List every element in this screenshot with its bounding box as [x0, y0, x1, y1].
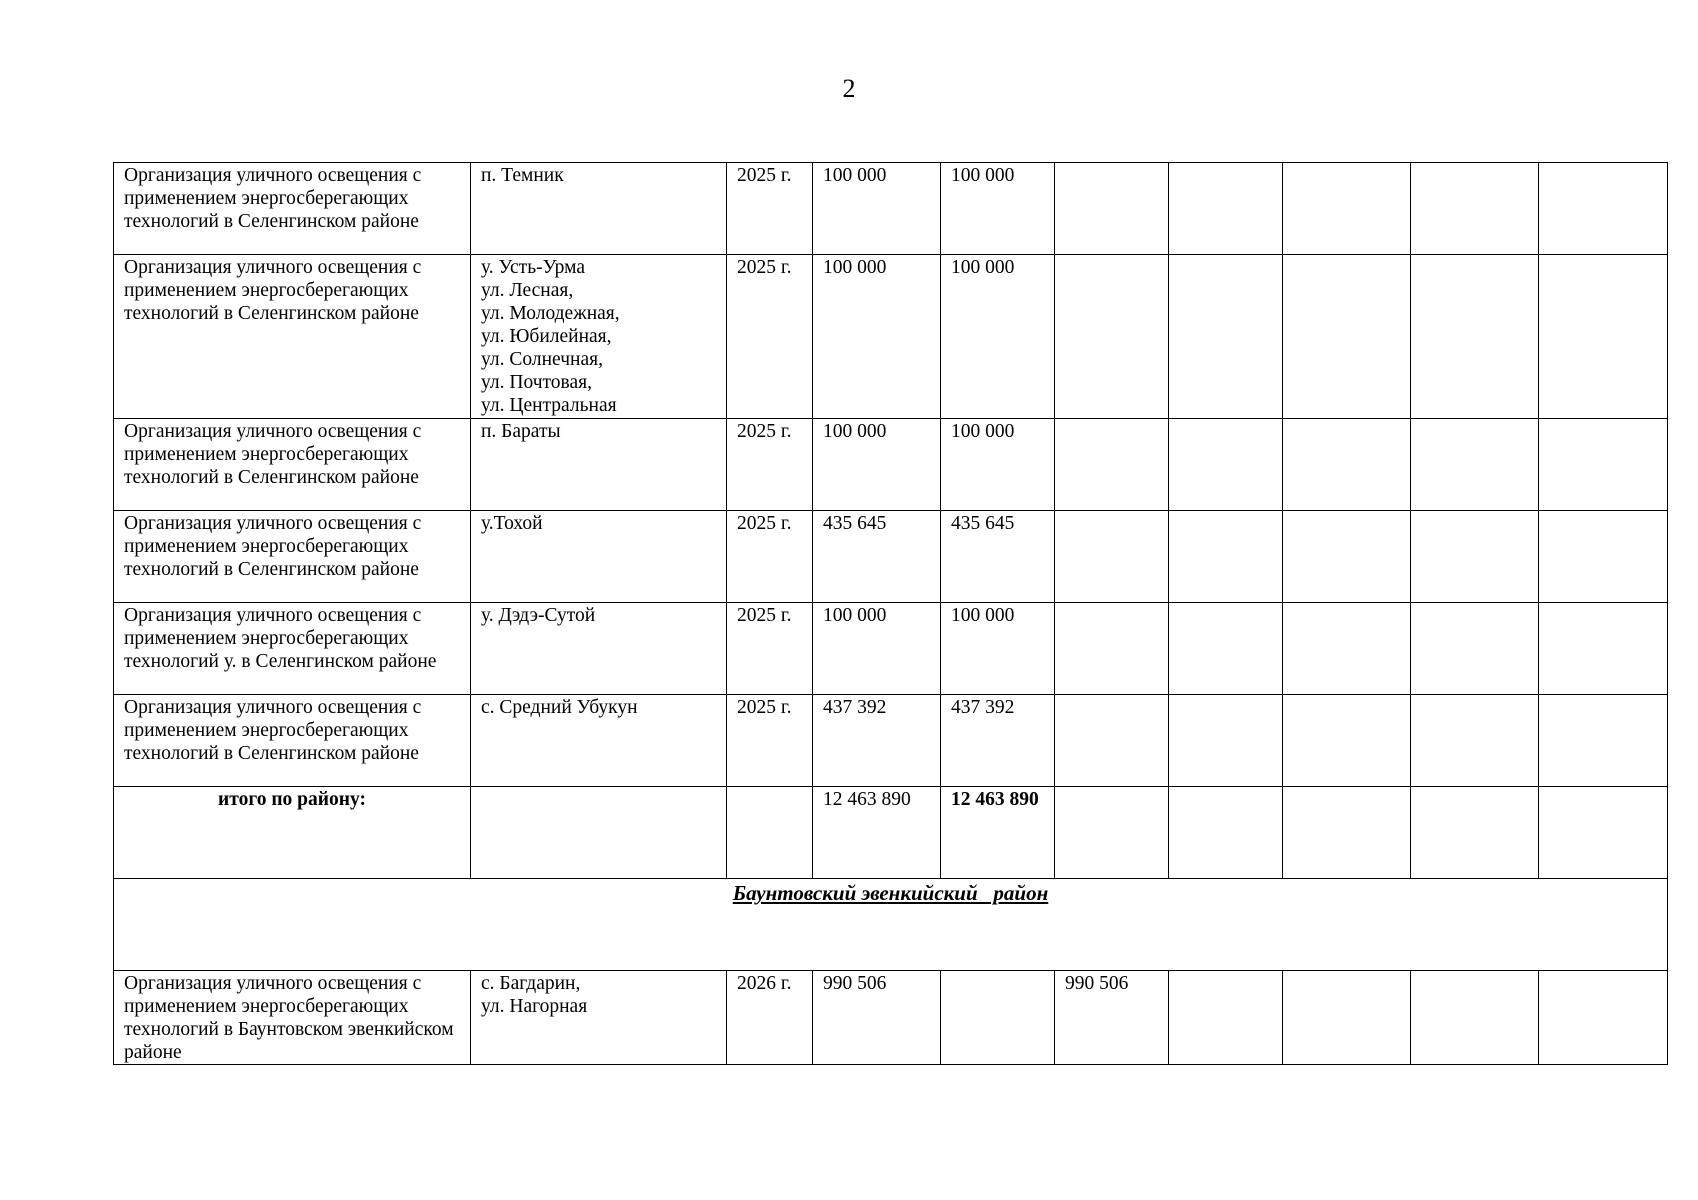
address-line: с. Средний Убукун — [481, 697, 638, 718]
empty-cell — [1283, 419, 1411, 511]
address-lines — [481, 696, 716, 719]
measure-name-cell — [114, 695, 471, 787]
empty-cell — [1283, 255, 1411, 419]
district-total-2025: 12 463 890 — [941, 787, 1055, 879]
table-body — [114, 163, 1668, 1065]
table-row — [114, 971, 1668, 1065]
year-cell: 2025 г. — [727, 603, 813, 695]
address-line: ул. Почтовая, — [481, 372, 592, 393]
address-line: ул. Нагорная — [481, 996, 588, 1017]
empty-cell — [1169, 511, 1283, 603]
address-cell — [471, 695, 727, 787]
empty-cell — [1283, 971, 1411, 1065]
empty-cell — [1169, 787, 1283, 879]
empty-cell — [1169, 419, 1283, 511]
address-cell — [471, 603, 727, 695]
empty-cell — [1539, 511, 1668, 603]
total-cell: 435 645 — [813, 511, 941, 603]
empty-cell — [1539, 603, 1668, 695]
empty-cell — [1169, 163, 1283, 255]
amount-2026-cell — [1055, 511, 1169, 603]
empty-cell — [1411, 255, 1539, 419]
measure-name-cell — [114, 419, 471, 511]
empty-cell — [1411, 603, 1539, 695]
amount-2025-cell: 435 645 — [941, 511, 1055, 603]
measure-name: Организация уличного освещения с применением энергосберегающих технологий в Селенгинском районе — [124, 257, 422, 324]
address-line: ул. Юбилейная, — [481, 326, 612, 347]
address-line: у. Дэдэ-Сутой — [481, 605, 596, 626]
measure-name-cell — [114, 255, 471, 419]
total-cell: 100 000 — [813, 603, 941, 695]
measure-name: Организация уличного освещения с применением энергосберегающих технологий в Баунтовском эвенкийском районе — [124, 973, 454, 1063]
total-cell: 100 000 — [813, 419, 941, 511]
section-title-text: Баунтовский эвенкийский район — [732, 881, 1049, 905]
empty-cell — [1055, 787, 1169, 879]
table-row — [114, 419, 1668, 511]
total-cell: 990 506 — [813, 971, 941, 1065]
empty-cell — [1283, 695, 1411, 787]
empty-cell — [1411, 511, 1539, 603]
table-row — [114, 163, 1668, 255]
amount-2026-cell — [1055, 419, 1169, 511]
amount-2025-cell — [941, 971, 1055, 1065]
address-cell — [471, 419, 727, 511]
empty-cell — [1411, 419, 1539, 511]
measure-name: Организация уличного освещения с применением энергосберегающих технологий у. в Селенгинском районе — [124, 605, 437, 672]
address-line: ул. Лесная, — [481, 280, 574, 301]
program-table — [113, 162, 1668, 1065]
empty-cell — [1411, 695, 1539, 787]
district-total-amount: 12 463 890 — [813, 787, 941, 879]
table-row — [114, 255, 1668, 419]
empty-cell — [1169, 695, 1283, 787]
total-cell: 437 392 — [813, 695, 941, 787]
empty-cell — [1539, 695, 1668, 787]
empty-cell — [1169, 603, 1283, 695]
address-lines — [481, 420, 716, 443]
empty-cell — [1411, 971, 1539, 1065]
amount-2026-cell: 990 506 — [1055, 971, 1169, 1065]
address-line: ул. Солнечная, — [481, 349, 603, 370]
empty-cell — [1283, 511, 1411, 603]
empty-cell — [1283, 163, 1411, 255]
year-cell: 2026 г. — [727, 971, 813, 1065]
address-cell — [471, 971, 727, 1065]
measure-name-cell — [114, 511, 471, 603]
empty-cell — [1169, 255, 1283, 419]
empty-cell — [1539, 255, 1668, 419]
year-cell: 2025 г. — [727, 163, 813, 255]
empty-cell — [1283, 603, 1411, 695]
district-total-label: итого по району: — [114, 787, 471, 879]
total-cell: 100 000 — [813, 163, 941, 255]
amount-2025-cell: 100 000 — [941, 163, 1055, 255]
table-row — [114, 603, 1668, 695]
empty-cell — [1539, 163, 1668, 255]
empty-cell — [727, 787, 813, 879]
year-cell: 2025 г. — [727, 419, 813, 511]
address-cell — [471, 255, 727, 419]
year-cell: 2025 г. — [727, 511, 813, 603]
section-title — [114, 879, 1668, 971]
page-number: 2 — [842, 74, 856, 103]
total-cell: 100 000 — [813, 255, 941, 419]
amount-2025-cell: 100 000 — [941, 419, 1055, 511]
address-cell — [471, 163, 727, 255]
measure-name: Организация уличного освещения с применением энергосберегающих технологий в Селенгинском районе — [124, 697, 422, 764]
empty-cell — [1169, 971, 1283, 1065]
year-cell: 2025 г. — [727, 255, 813, 419]
amount-2025-cell: 100 000 — [941, 603, 1055, 695]
amount-2025-cell: 100 000 — [941, 255, 1055, 419]
year-cell: 2025 г. — [727, 695, 813, 787]
address-line: п. Темник — [481, 165, 564, 186]
measure-name-cell — [114, 603, 471, 695]
address-line: п. Бараты — [481, 421, 561, 442]
address-lines — [481, 604, 716, 627]
empty-cell — [471, 787, 727, 879]
address-line: ул. Центральная — [481, 395, 617, 416]
amount-2026-cell — [1055, 695, 1169, 787]
district-total-row — [114, 787, 1668, 879]
empty-cell — [1283, 787, 1411, 879]
empty-cell — [1539, 787, 1668, 879]
empty-cell — [1411, 787, 1539, 879]
section-header-row — [114, 879, 1668, 971]
address-line: ул. Молодежная, — [481, 303, 620, 324]
measure-name: Организация уличного освещения с применением энергосберегающих технологий в Селенгинском районе — [124, 513, 422, 580]
table-row — [114, 511, 1668, 603]
measure-name: Организация уличного освещения с применением энергосберегающих технологий в Селенгинском районе — [124, 421, 422, 488]
address-line: с. Багдарин, — [481, 973, 581, 994]
amount-2025-cell: 437 392 — [941, 695, 1055, 787]
empty-cell — [1539, 971, 1668, 1065]
empty-cell — [1411, 163, 1539, 255]
address-lines — [481, 972, 716, 1018]
address-lines — [481, 256, 716, 417]
table-row — [114, 695, 1668, 787]
amount-2026-cell — [1055, 603, 1169, 695]
address-line: у. Усть-Урма — [481, 257, 585, 278]
address-lines — [481, 164, 716, 187]
address-cell — [471, 511, 727, 603]
empty-cell — [1539, 419, 1668, 511]
amount-2026-cell — [1055, 255, 1169, 419]
measure-name-cell — [114, 971, 471, 1065]
measure-name: Организация уличного освещения с применением энергосберегающих технологий в Селенгинском районе — [124, 165, 422, 232]
measure-name-cell — [114, 163, 471, 255]
address-line: у.Тохой — [481, 513, 543, 534]
amount-2026-cell — [1055, 163, 1169, 255]
address-lines — [481, 512, 716, 535]
